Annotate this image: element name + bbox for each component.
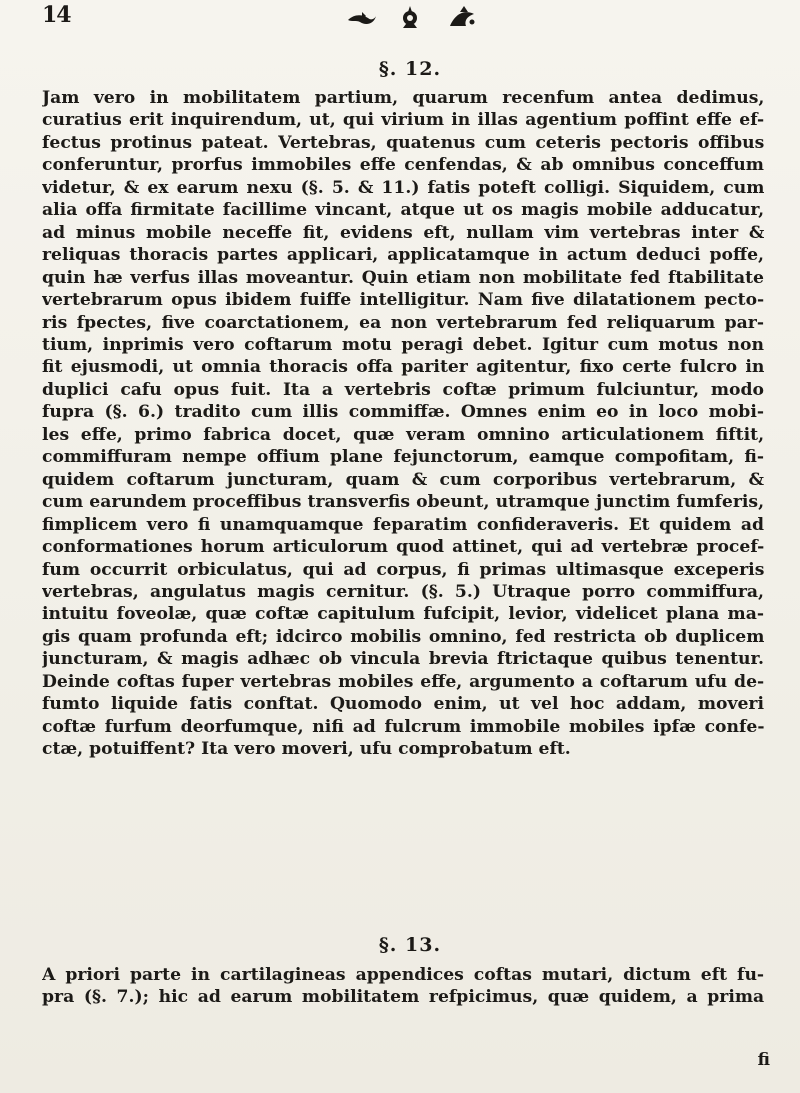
text-line: fit ejusmodi, ut omnia thoracis offa pariter agitentur, fixo certe fulcro in [42,357,764,378]
text-line: fupra (§. 6.) tradito cum illis commiffæ. Omnes enim eo in loco mobi- [42,402,764,423]
section-heading-13: §. 13. [378,934,442,956]
section-12-text [42,87,764,761]
text-line: juncturam, & magis adhæc ob vincula brevia ftrictaque quibus tenentur. [42,649,764,670]
text-line: fumto liquide fatis conftat. Quomodo enim, ut vel hoc addam, moveri [42,694,764,715]
text-line: conformationes horum articulorum quod attinet, qui ad vertebræ procef- [42,537,764,558]
text-line: tium, inprimis vero coftarum motu peragi debet. Igitur cum motus non [42,334,764,355]
text-line: intuitu foveolæ, quæ coftæ capitulum fufcipit, levior, videlicet plana ma- [42,604,764,625]
text-line: gis quam profunda eft; idcirco mobilis omnino, fed restricta ob duplicem [42,626,764,647]
text-line: duplici cafu opus fuit. Ita a vertebris coftæ primum fulciuntur, modo [42,379,764,400]
text-line: A priori parte in cartilagineas appendices coftas mutari, dictum eft fu- [42,965,764,985]
catchword: fi [757,1050,770,1070]
text-line: fimplicem vero fi unamquamque feparatim confideraveris. Et quidem ad [42,514,764,535]
printers-ornament-icon [340,4,490,32]
text-line: alia offa firmitate facillime vincant, atque ut os magis mobile adducatur, [42,200,764,221]
text-line: commiffuram nempe offium plane fejunctorum, eamque compofitam, fi- [42,447,764,468]
text-line: Jam vero in mobilitatem partium, quarum recenfum antea dedimus, [42,88,764,108]
text-line: pra (§. 7.); hic ad earum mobilitatem refpicimus, quæ quidem, a prima [42,987,764,1008]
text-line: quin hæ verfus illas moveantur. Quin etiam non mobilitate fed ftabilitate [42,267,764,288]
text-line: ris fpectes, five coarctationem, ea non vertebrarum fed reliquarum par- [42,312,764,333]
text-line: conferuntur, prorfus immobiles effe cenfendas, & ab omnibus conceffum [42,155,764,176]
text-line: cum earundem proceffibus transverfis obeunt, utramque junctim fumferis, [42,492,764,513]
text-line: curatius erit inquirendum, ut, qui virium in illas agentium poffint effe ef- [42,110,764,131]
text-line: reliquas thoracis partes applicari, applicatamque in actum deduci poffe, [42,245,764,266]
text-line: fum occurrit orbiculatus, qui ad corpus, fi primas ultimasque exceperis [42,559,764,580]
section-heading-12: §. 12. [378,58,442,80]
text-line: coftæ furfum deorfumque, nifi ad fulcrum immobile mobiles ipfæ confe- [42,716,764,737]
text-line: videtur, & ex earum nexu (§. 5. & 11.) fatis poteft colligi. Siquidem, cum [42,177,764,198]
text-line: fectus protinus pateat. Vertebras, quatenus cum ceteris pectoris offibus [42,132,764,153]
text-line: les effe, primo fabrica docet, quæ veram omnino articulationem fiftit, [42,424,764,445]
text-line: vertebrarum opus ibidem fuiffe intelligitur. Nam five dilatationem pecto- [42,290,764,311]
section-13-text [42,964,764,1009]
text-line: ctæ, potuiffent? Ita vero moveri, ufu comprobatum eft. [42,739,571,760]
text-line: quidem coftarum juncturam, quam & cum corporibus vertebrarum, & [42,469,764,490]
page-number: 14 [42,2,71,28]
text-line: vertebras, angulatus magis cernitur. (§. 5.) Utraque porro commiffura, [42,581,764,602]
text-line: ad minus mobile neceffe fit, evidens eft, nullam vim vertebras inter & [42,222,764,243]
text-line: Deinde coftas fuper vertebras mobiles effe, argumento a coftarum ufu de- [42,671,764,692]
